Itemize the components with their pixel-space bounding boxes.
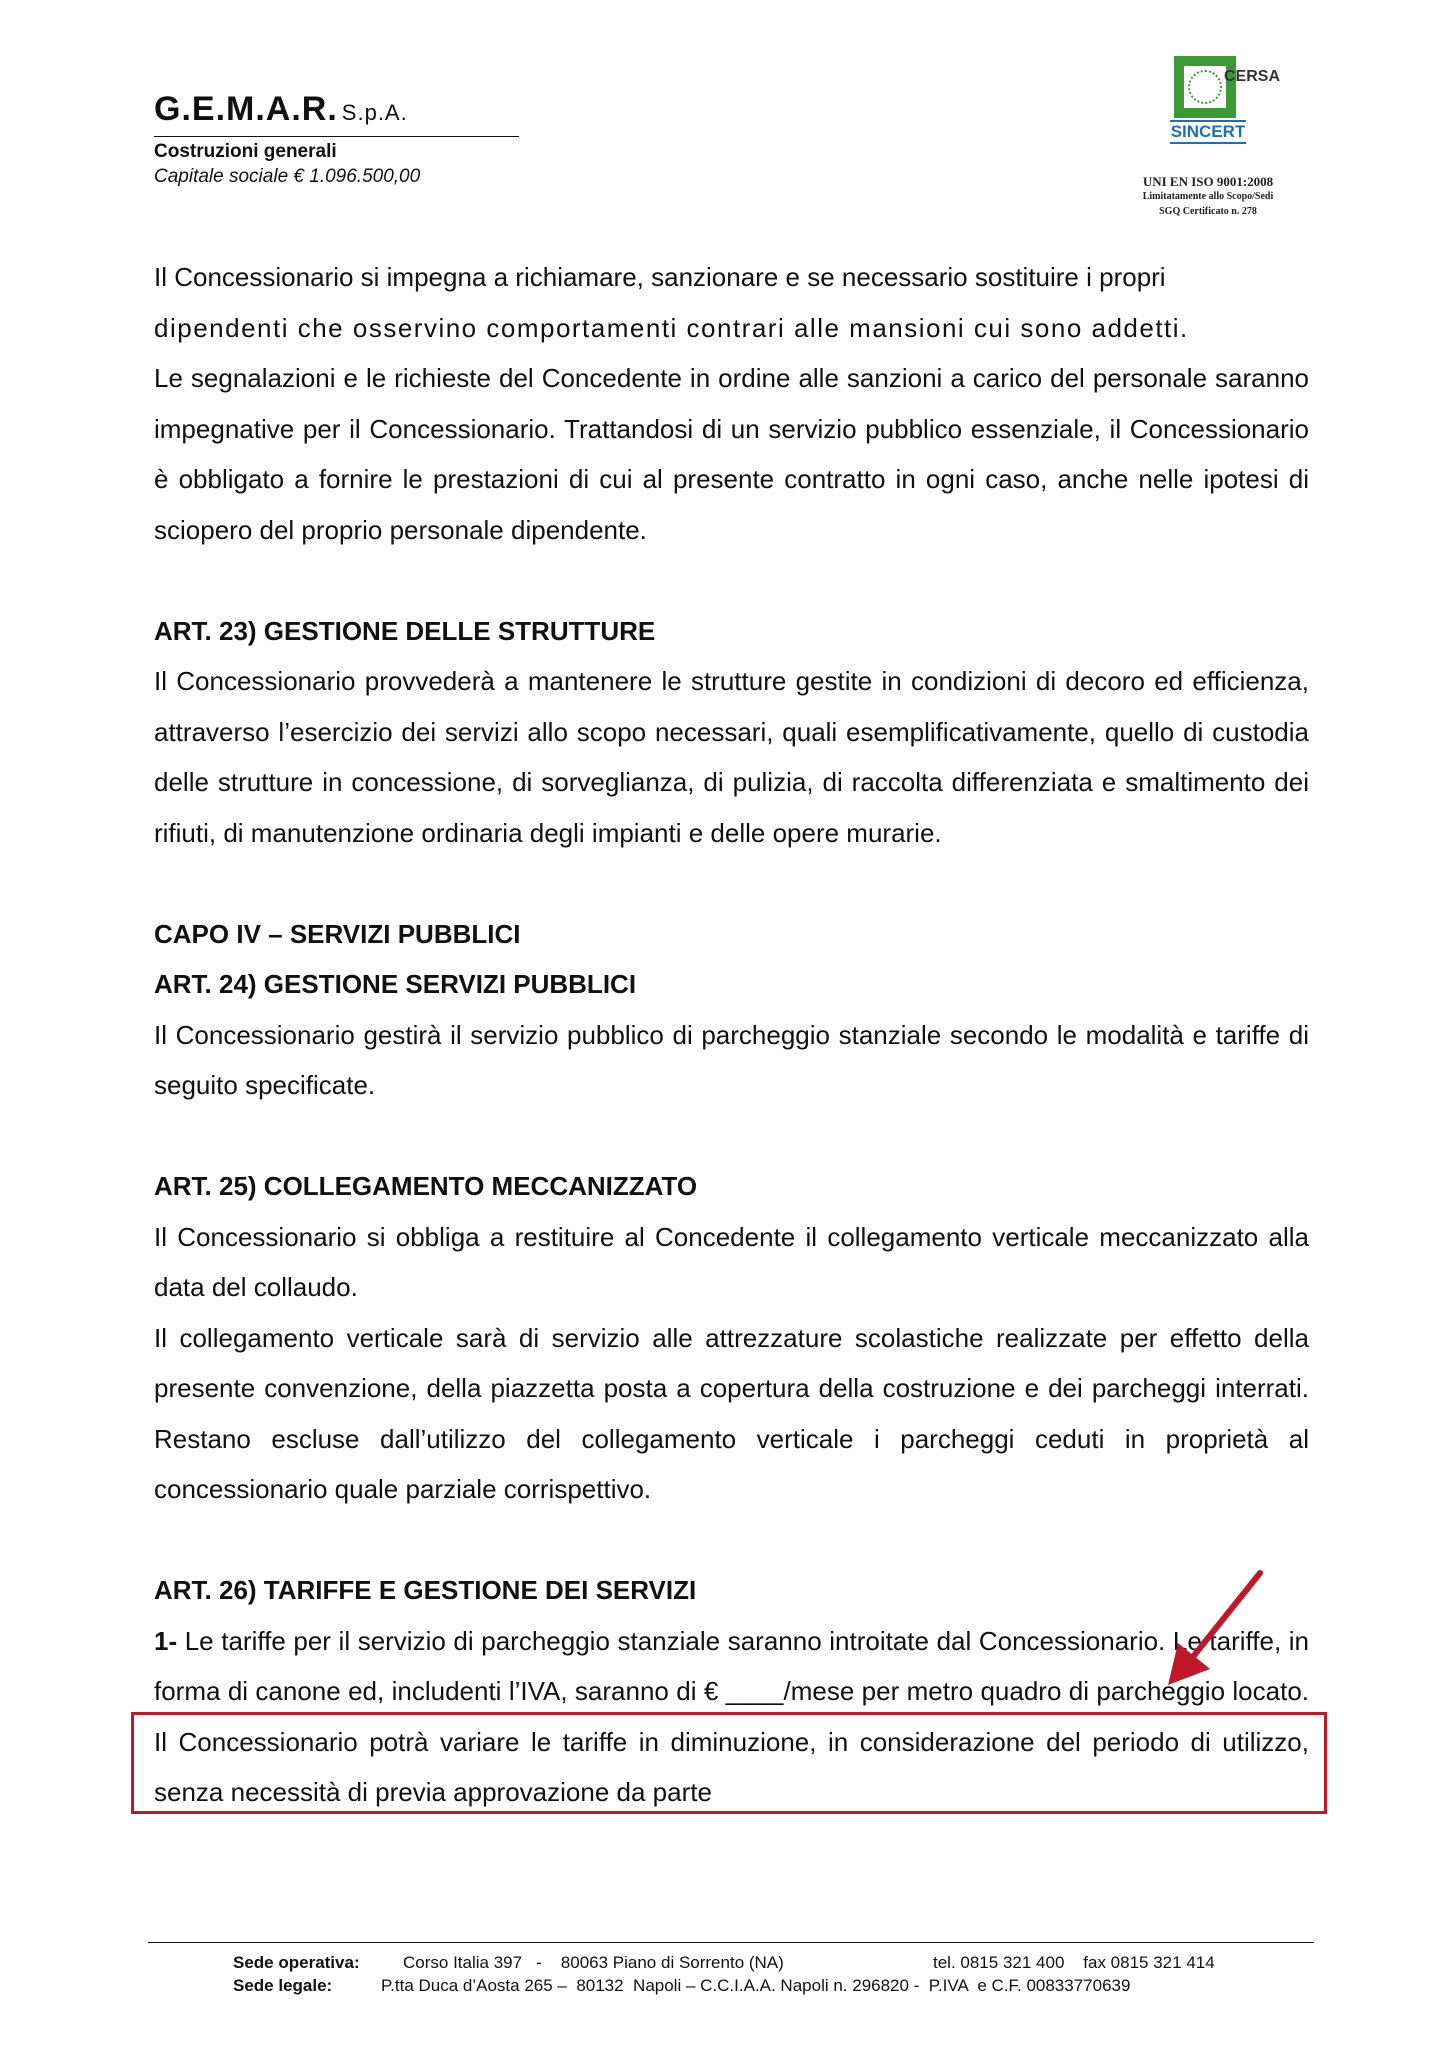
capo4-heading: CAPO IV – SERVIZI PUBBLICI bbox=[154, 918, 521, 949]
footer-op-contacts: tel. 0815 321 400 fax 0815 321 414 bbox=[933, 1953, 1215, 1972]
footer-operational-row bbox=[233, 1951, 1333, 1974]
footer-op-address: Corso Italia 397 - 80063 Piano di Sorrento (NA) bbox=[403, 1953, 784, 1972]
art26-item-number: 1- bbox=[154, 1625, 178, 1656]
header-rule bbox=[154, 136, 519, 137]
highlight-box bbox=[131, 1712, 1327, 1814]
iso-line-2: Limitatamente allo Scopo/Sedi bbox=[1142, 191, 1274, 202]
paragraph-2: Le segnalazioni e le richieste del Concedente in ordine alle sanzioni a carico del personale saranno impegnative per il Concessionario. Trattandosi di un servizio pubblico essenziale, il Concessionario è obbligato a fornire le prestazioni di cui al presente contratto in ogni caso, anche nelle ipotesi di sciopero del proprio personale dipendente. bbox=[154, 363, 1309, 545]
iso-line-1: UNI EN ISO 9001:2008 bbox=[1142, 174, 1274, 189]
logo-sincert-text: SINCERT bbox=[1170, 120, 1246, 144]
document-body bbox=[154, 252, 1309, 1818]
paragraph-1b: dipendenti che osservino comportamenti contrari alle mansioni cui sono addetti. bbox=[154, 312, 1189, 343]
company-suffix: S.p.A. bbox=[341, 100, 408, 125]
footer-op-label: Sede operativa: bbox=[233, 1953, 360, 1972]
art24-text: Il Concessionario gestirà il servizio pubblico di parcheggio stanziale secondo le modalità e tariffe di seguito specificate. bbox=[154, 1019, 1309, 1100]
art26-heading: ART. 26) TARIFFE E GESTIONE DEI SERVIZI bbox=[154, 1575, 697, 1605]
iso-certification-text bbox=[1120, 174, 1296, 219]
art24-heading: ART. 24) GESTIONE SERVIZI PUBBLICI bbox=[154, 969, 637, 999]
art25-text-2: Il collegamento verticale sarà di servizio alle attrezzature scolastiche realizzate per effetto della presente convenzione, della piazzetta posta a copertura della costruzione e dei parcheggi interrati. Restano escluse dall’utilizzo del collegamento verticale i parcheggi ceduti in proprietà al concessionario quale parziale corrispettivo. bbox=[154, 1322, 1309, 1504]
company-capital: Capitale sociale € 1.096.500,00 bbox=[154, 166, 421, 187]
logo-ring-icon bbox=[1188, 70, 1222, 104]
footer-legal-label: Sede legale: bbox=[233, 1976, 333, 1995]
art23-heading: ART. 23) GESTIONE DELLE STRUTTURE bbox=[154, 615, 656, 646]
art25-text-1: Il Concessionario si obbliga a restituire al Concedente il collegamento verticale meccanizzato alla data del collaudo. bbox=[154, 1221, 1309, 1302]
footer-rule bbox=[148, 1942, 1314, 1943]
annotation-arrow-icon bbox=[1160, 1565, 1270, 1690]
certification-block bbox=[1120, 52, 1296, 219]
document-footer bbox=[233, 1951, 1333, 1997]
company-type: Costruzioni generali bbox=[154, 141, 337, 162]
iso-line-3: SGQ Certificato n. 278 bbox=[1159, 206, 1257, 217]
company-header bbox=[154, 88, 519, 189]
art26-item-text: Le tariffe per il servizio di parcheggio stanziale saranno introitate dal Concessionario. Le tariffe, in forma di canone ed, includenti l’IVA, saranno di € ____/mese per metro quadro di parcheggio locato. Il Concessionario potrà variare le tariffe in diminuzione, in considerazione del periodo di utilizzo, senza necessità di previa approvazione da parte bbox=[154, 1625, 1309, 1807]
company-name: G.E.M.A.R. S.p.A. bbox=[154, 90, 408, 128]
footer-legal-row bbox=[233, 1974, 1333, 1997]
art25-heading: ART. 25) COLLEGAMENTO MECCANIZZATO bbox=[154, 1171, 698, 1201]
logo-cersa-text: CERSA bbox=[1224, 68, 1281, 85]
art23-text: Il Concessionario provvederà a mantenere le strutture gestite in condizioni di decoro ed efficienza, attraverso l’esercizio dei servizi allo scopo necessari, quali esemplificativamente, quello di custodia delle strutture in concessione, di sorveglianza, di pulizia, di raccolta differenziata e smaltimento dei rifiuti, di manutenzione ordinaria degli impianti e delle opere murarie. bbox=[154, 666, 1309, 848]
cersa-sincert-logo bbox=[1148, 52, 1281, 172]
paragraph-1a: Il Concessionario si impegna a richiamare, sanzionare e se necessario sostituire i propri bbox=[154, 262, 1166, 292]
footer-legal-address: P.tta Duca d’Aosta 265 – 80132 Napoli – C.C.I.A.A. Napoli n. 296820 - P.IVA e C.F. 00833770639 bbox=[381, 1976, 1131, 1995]
